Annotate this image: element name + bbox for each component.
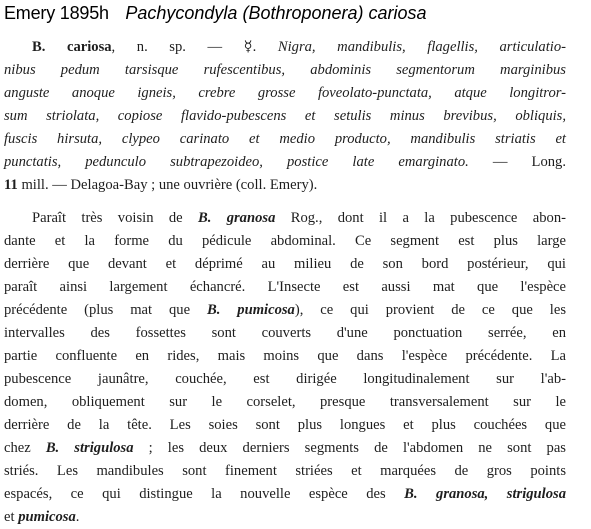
italic-text: B. pumicosa xyxy=(206,302,295,318)
text-span: striés. Les mandibules sont finement striées et marquées de gros points xyxy=(4,463,566,479)
text-line xyxy=(4,207,566,230)
text-line xyxy=(4,36,566,59)
text-span: , n. sp. — ☿. xyxy=(111,39,278,55)
taxon-title: Pachycondyla (Bothroponera) cariosa xyxy=(125,3,427,23)
italic-text: Nigra, mandibulis, flagellis, articulatio- xyxy=(277,39,566,55)
text-line xyxy=(4,322,566,345)
text-span: chez xyxy=(4,440,46,456)
text-line xyxy=(4,82,566,105)
text-line xyxy=(4,299,566,322)
paragraph-gap xyxy=(4,197,566,207)
text-line xyxy=(4,128,566,151)
text-line xyxy=(4,253,566,276)
italic-text: nibus pedum tarsisque rufescentibus, abdominis segmentorum marginibus xyxy=(4,62,566,78)
text-span: intervalles des fossettes sont couverts d'une ponctuation serrée, en xyxy=(4,325,566,341)
text-span: dante et la forme du pédicule abdominal. Ce segment est plus large xyxy=(4,233,566,249)
species-description xyxy=(4,36,566,197)
text-line xyxy=(4,368,566,391)
text-line xyxy=(4,414,566,437)
text-span: et xyxy=(4,509,19,525)
italic-text: B. granosa xyxy=(197,210,276,226)
text-line xyxy=(4,105,566,128)
text-span: pubescence jaunâtre, couchée, est dirigée longitudinalement sur l'ab- xyxy=(4,371,566,387)
text-span: espacés, ce qui distingue la nouvelle espèce des xyxy=(4,486,405,502)
italic-text: sum striolata, copiose flavido-pubescens et setulis minus brevibus, obliquis, xyxy=(4,108,566,124)
text-span: derrière que devant et déprimé au milieu de son bord postérieur, qui xyxy=(4,256,566,272)
italic-text: B. strigulosa xyxy=(45,440,134,456)
text-line xyxy=(4,460,566,483)
bold-text: 11 xyxy=(4,177,18,193)
text-span: . xyxy=(75,509,80,525)
reference-label: Emery 1895h xyxy=(4,3,109,23)
text-line xyxy=(4,174,566,197)
page-header xyxy=(4,2,427,26)
text-span: ), ce qui provient de ce que les xyxy=(294,302,566,318)
text-line xyxy=(4,345,566,368)
text-line xyxy=(4,59,566,82)
italic-text: fuscis hirsuta, clypeo carinato et medio producto, mandibulis striatis et xyxy=(4,131,566,147)
text-span: ; les deux derniers segments de l'abdomen ne sont pas xyxy=(133,440,566,456)
text-span: paraît ainsi largement échancré. L'Insecte est aussi mat que l'espèce xyxy=(4,279,566,295)
text-line xyxy=(4,230,566,253)
text-span: — Long. xyxy=(468,154,566,170)
text-line xyxy=(4,391,566,414)
italic-text: anguste anoque igneis, crebre grosse foveolato-punctata, atque longitror- xyxy=(4,85,566,101)
italic-text: B. granosa, strigulosa xyxy=(404,486,567,502)
text-line xyxy=(4,151,566,174)
text-span: Rog., dont il a la pubescence abon- xyxy=(275,210,566,226)
article-body xyxy=(4,36,566,529)
text-span: domen, obliquement sur le corselet, presque transversalement sur le xyxy=(4,394,566,410)
text-line xyxy=(4,276,566,299)
bold-text: B. cariosa xyxy=(32,39,112,55)
text-span: Paraît très voisin de xyxy=(32,210,198,226)
text-span: mill. — Delagoa-Bay ; une ouvrière (coll. Emery). xyxy=(17,177,318,193)
text-span: derrière de la tête. Les soies sont plus longues et plus couchées que xyxy=(4,417,566,433)
text-span: partie confluente en rides, mais moins que dans l'espèce précédente. La xyxy=(4,348,566,364)
text-line xyxy=(4,506,566,529)
discussion-paragraph xyxy=(4,207,566,529)
italic-text: punctatis, pedunculo subtrapezoideo, postice late emarginato. xyxy=(4,154,469,170)
text-span: précédente (plus mat que xyxy=(4,302,207,318)
text-line xyxy=(4,437,566,460)
text-line xyxy=(4,483,566,506)
italic-text: pumicosa xyxy=(18,509,76,525)
